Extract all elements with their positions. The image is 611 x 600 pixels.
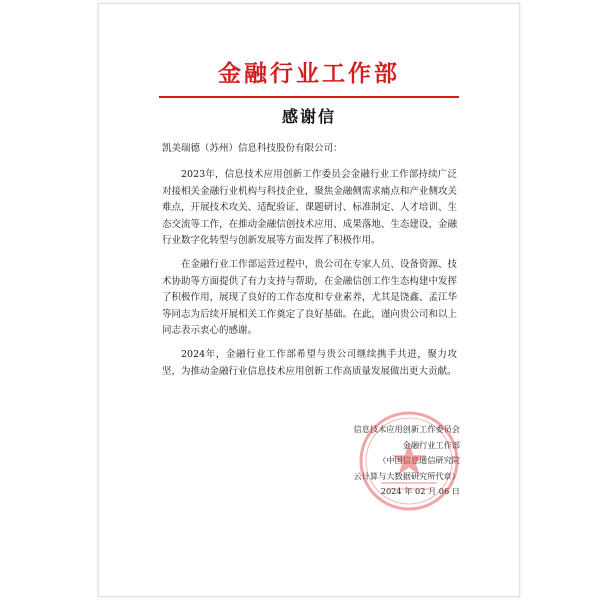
letterhead-divider bbox=[159, 96, 459, 98]
letter-body bbox=[162, 167, 457, 387]
signature-institute-sub: 云计算与大数据研究所代章） bbox=[353, 470, 460, 481]
salutation: 凯美瑞德（苏州）信息科技股份有限公司： bbox=[162, 143, 343, 154]
body-paragraph: 2023年，信息技术应用创新工作委员会金融行业工作部持续广泛对接相关金融行业机构与科技企业，聚焦金融侧需求痛点和产业侧攻关难点，开展技术攻关、适配验证、课题研讨、标准制定、人才培训、生态交流等工作，在推动金融信创技术应用、成果落地、生态建设，金融行业数字化转型与创新发展等方面发挥了积极作用。 bbox=[162, 169, 457, 247]
body-paragraph: 2024年，金融行业工作部希望与贵公司继续携手共进，聚力攻坚，为推动金融行业信息技术应用创新工作高质量发展做出更大贡献。 bbox=[162, 348, 457, 377]
signature-committee: 信息技术应用创新工作委员会 bbox=[353, 424, 460, 434]
signature-institute: （中国信息通信研究院 bbox=[378, 455, 460, 465]
signature-department: 金融行业工作部 bbox=[402, 439, 460, 450]
body-paragraph: 在金融行业工作部运营过程中，贵公司在专家人员、设备资源、技术协助等方面提供了有力支持与帮助，在金融信创工作生态构建中发挥了积极作用，展现了良好的工作态度和专业素养，尤其是饶鑫、孟江华等同志为后续开展相关工作奠定了良好基础。在此，谨向贵公司和以上同志表示衷心的感谢。 bbox=[162, 258, 457, 337]
signature-block bbox=[304, 422, 460, 500]
letter-title: 感谢信 bbox=[281, 107, 336, 126]
signature-date: 2024 年 02 月 06 日 bbox=[380, 486, 460, 496]
letterhead-title: 金融行业工作部 bbox=[218, 60, 400, 87]
letter-page bbox=[98, 3, 520, 597]
